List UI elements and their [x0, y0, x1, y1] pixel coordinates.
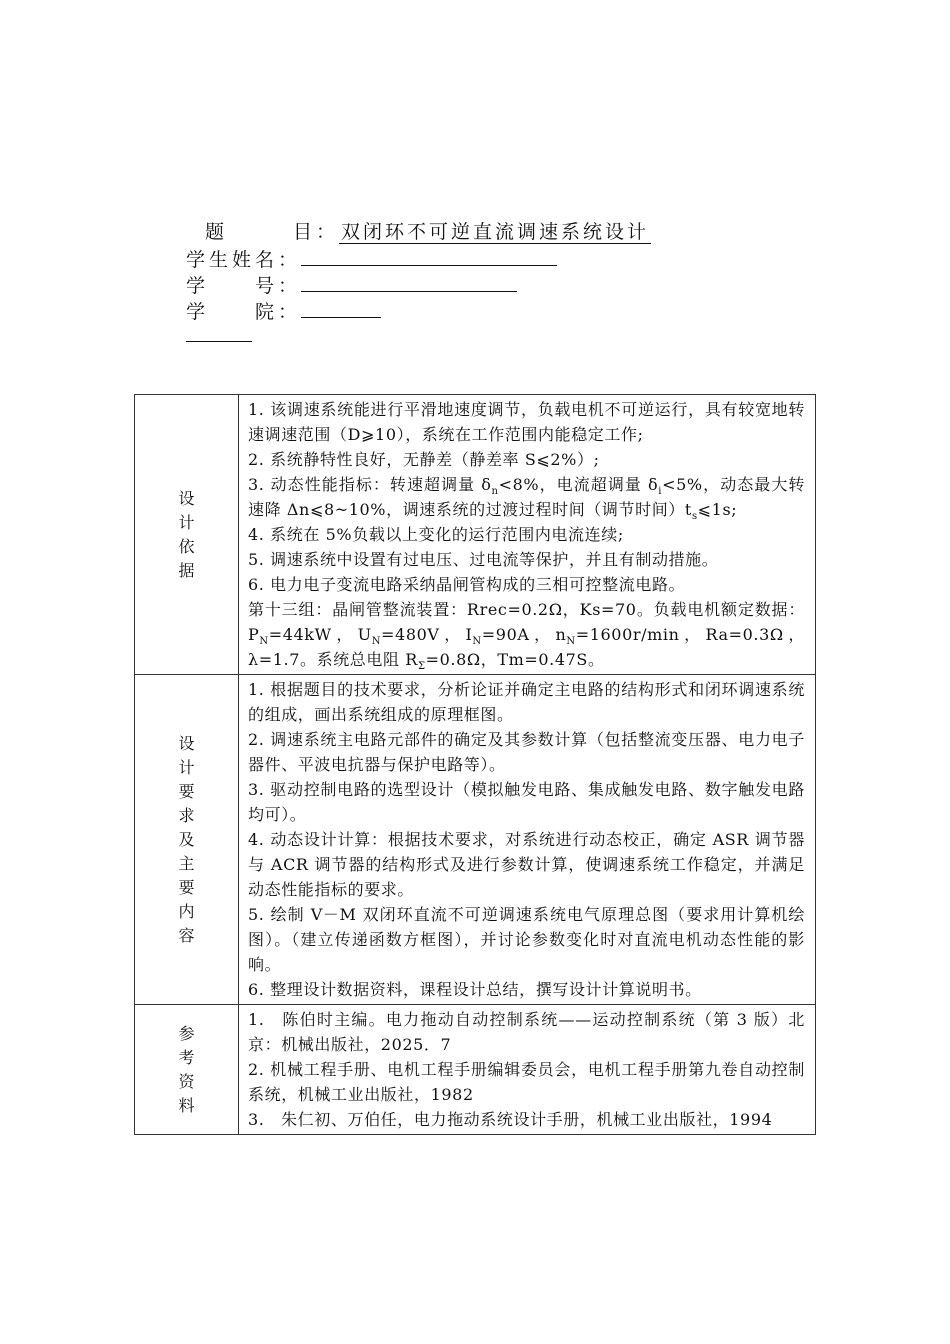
- list-item: 2. 系统静特性良好，无静差（静差率 S⩽2%）;: [248, 450, 600, 469]
- heading-char: 主: [178, 853, 195, 873]
- school-blank: [301, 297, 381, 318]
- heading-char: 考: [178, 1047, 195, 1067]
- text-fragment: <5%，动态最大转速降 Δn⩽8~10%，调速系统的过渡过程时间（调节时间）t: [248, 475, 805, 519]
- heading-char: 资: [178, 1071, 195, 1091]
- subscript: N: [566, 636, 576, 648]
- text-fragment: =0.8Ω，Tm=0.47S。: [425, 650, 605, 669]
- subscript: N: [472, 636, 482, 648]
- list-item: 1. 根据题目的技术要求，分析论证并确定主电路的结构形式和闭环调速系统的组成，画出系统组成的原理框图。: [248, 680, 805, 724]
- design-requirements-row: [135, 675, 816, 1005]
- heading-char: 料: [178, 1095, 195, 1115]
- heading-char: 求: [178, 805, 195, 825]
- design-basis-row: [135, 395, 816, 675]
- text-fragment: 3. 动态性能指标：转速超调量 δ: [248, 475, 492, 494]
- text-fragment: =1600r/min，Ra=0.3Ω，λ=1.7。系统总电阻 R: [248, 625, 805, 669]
- text-fragment: =90A，n: [481, 625, 567, 644]
- references-row: [135, 1005, 816, 1135]
- student-id-blank: [301, 271, 517, 292]
- heading-char: 设: [178, 488, 195, 508]
- subscript: N: [259, 636, 269, 648]
- title-label-b: 目：: [293, 221, 340, 243]
- design-requirements-heading: [135, 675, 239, 1005]
- subscript: N: [371, 636, 382, 648]
- list-item: 2. 机械工程手册、电机工程手册编辑委员会，电机工程手册第九卷自动控制系统，机械工业出版社，1982: [248, 1060, 805, 1104]
- list-item: 2. 调速系统主电路元部件的确定及其参数计算（包括整流变压器、电力电子器件、平波电抗器与保护电路等）。: [248, 730, 805, 774]
- heading-char: 要: [178, 877, 195, 897]
- title-line: [205, 217, 651, 244]
- design-basis-heading: [135, 395, 239, 675]
- list-item: [248, 597, 805, 672]
- student-name-blank: [301, 245, 557, 266]
- list-item: 6. 整理设计数据资料，课程设计总结，撰写设计计算说明书。: [248, 980, 702, 999]
- subscript: i: [658, 486, 663, 498]
- subscript: n: [491, 486, 499, 498]
- heading-char: 设: [178, 733, 195, 753]
- list-item: 3. 驱动控制电路的选型设计（模拟触发电路、集成触发电路、数字触发电路均可）。: [248, 780, 805, 824]
- list-item: 6. 电力电子变流电路采纳晶闸管构成的三相可控整流电路。: [248, 575, 686, 594]
- references-content: [239, 1005, 816, 1135]
- list-item: 3. 朱仁初、万伯任，电力拖动系统设计手册，机械工业出版社，1994: [248, 1110, 773, 1129]
- list-item: [248, 472, 805, 522]
- list-item: 5. 调速系统中设置有过电压、过电流等保护，并且有制动措施。: [248, 550, 719, 569]
- title-value: 双闭环不可逆直流调速系统设计: [341, 221, 650, 243]
- school-label: 学 院：: [186, 301, 302, 323]
- subscript: s: [691, 511, 698, 523]
- heading-char: 计: [178, 757, 195, 777]
- text-fragment: =44kW，U: [268, 625, 372, 644]
- assignment-table: [134, 394, 816, 1135]
- design-requirements-content: [239, 675, 816, 1005]
- heading-char: 要: [178, 781, 195, 801]
- list-item: 1. 该调速系统能进行平滑地速度调节，负载电机不可逆运行，具有较宽地转速调速范围（D⩾10），系统在工作范围内能稳定工作;: [248, 400, 805, 444]
- text-fragment: <8%，电流超调量 δ: [498, 475, 659, 494]
- student-id-label: 学 号：: [186, 275, 302, 297]
- subscript: Σ: [417, 661, 426, 673]
- heading-char: 据: [178, 560, 195, 580]
- student-id-line: [186, 271, 517, 298]
- design-basis-content: [239, 395, 816, 675]
- heading-char: 依: [178, 536, 195, 556]
- title-label-a: 题: [205, 221, 229, 243]
- list-item: 5. 绘制 V－M 双闭环直流不可逆调速系统电气原理总图（要求用计算机绘图）。（建立传递函数方框图），并讨论参数变化时对直流电机动态性能的影响。: [248, 905, 805, 974]
- text-fragment: ⩽1s;: [697, 500, 738, 519]
- school-line: [186, 297, 381, 324]
- extra-blank-rule: [186, 341, 252, 342]
- heading-char: 内: [178, 901, 195, 921]
- list-item: 1. 陈伯时主编。电力拖动自动控制系统——运动控制系统（第 3 版）北京：机械出版社，2025．7: [248, 1010, 805, 1054]
- list-item: 4. 动态设计计算：根据技术要求，对系统进行动态校正，确定 ASR 调节器与 ACR 调节器的结构形式及进行参数计算，使调速系统工作稳定，并满足动态性能指标的要求。: [248, 830, 805, 899]
- heading-char: 计: [178, 512, 195, 532]
- text-fragment: 第十三组：晶闸管整流装置：Rrec=0.2Ω，Ks=70。负载电机额定数据：P: [248, 600, 805, 644]
- heading-char: 及: [178, 829, 195, 849]
- heading-char: 容: [178, 925, 195, 945]
- text-fragment: =480V，I: [381, 625, 473, 644]
- heading-char: 参: [178, 1023, 195, 1043]
- student-name-line: [186, 245, 557, 272]
- references-heading: [135, 1005, 239, 1135]
- list-item: 4. 系统在 5%负载以上变化的运行范围内电流连续;: [248, 525, 624, 544]
- student-name-label: 学生姓名：: [186, 249, 302, 271]
